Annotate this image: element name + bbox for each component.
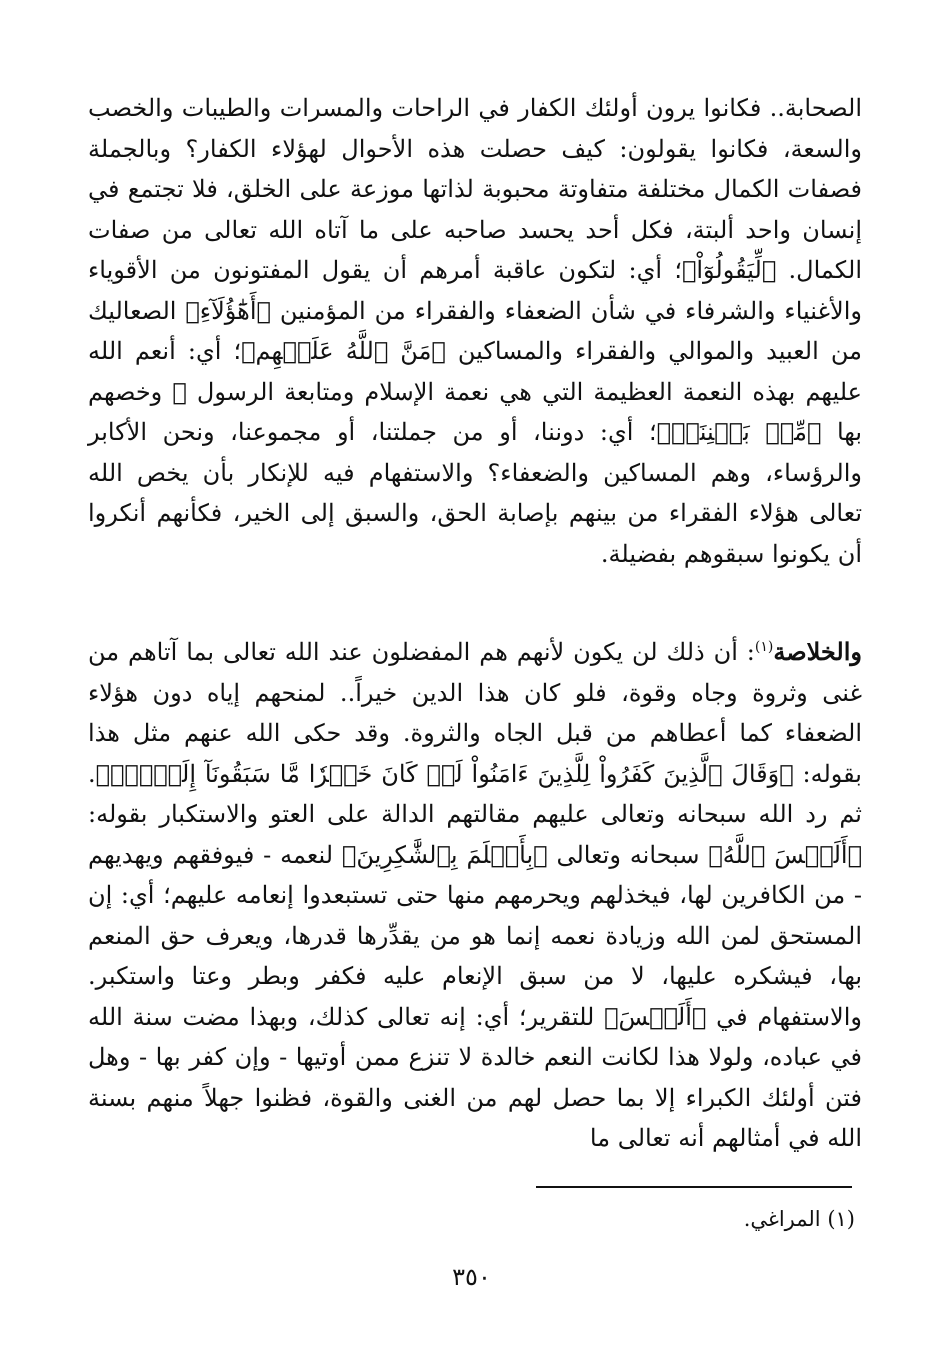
page-number: ٣٥٠ [452,1263,491,1291]
body-paragraph-1 [88,88,862,574]
footnote-reference: (١) [754,639,774,655]
paragraph-1-text: الصحابة.. فكانوا يرون أولئك الكفار في الراحات والمسرات والطيبات والخصب والسعة، فكانوا يقولون: كيف حصلت هذه الأحوال لهؤلاء الكفار؟ وبالجملة فصفات الكمال مختلفة متفاوتة محبوبة لذاتها موزعة على الخلق، فلا تجتمع في إنسان واحد ألبتة، فكل أحد يحسد صاحبه على ما آتاه الله تعالى من صفات الكمال. ﴿لِّيَقُولُوٓاْ﴾؛ أي: لتكون عاقبة أمرهم أن يقول المفتونون من الأقوياء والأغنياء والشرفاء في شأن الضعفاء والفقراء من المؤمنين ﴿أَهَٰٓؤُلَآءِ﴾ الصعاليك من العبيد والموالي والفقراء والمساكين ﴿مَنَّ ٱللَّهُ عَلَيۡهِم﴾؛ أي: أنعم الله عليهم بهذه النعمة العظيمة التي هي نعمة الإسلام ومتابعة الرسول ﷺ وخصهم بها ﴿مِّنۢ بَيۡنِنَآۗ﴾؛ أي: دوننا، أو من جملتنا، أو مجموعنا، ونحن الأكابر والرؤساء، وهم المساكين والضعفاء؟ والاستفهام فيه للإنكار بأن يخص الله تعالى هؤلاء الفقراء من بينهم بإصابة الحق، والسبق إلى الخير، فكأنهم أنكروا أن يكونوا سبقوهم بفضيلة. [88,94,863,568]
footnote-divider [536,1186,852,1188]
paragraph-2-lead: والخلاصة [773,637,862,666]
paragraph-2-text: : أن ذلك لن يكون لأنهم هم المفضلون عند الله تعالى بما آتاهم من غنى وثروة وجاه وقوة، فلو كان هذا الدين خيراً.. لمنحهم إياه دون هؤلاء الضعفاء كما أعطاهم من قبل الجاه والثروة. وقد حكى الله عنهم مثل هذا بقوله: ﴿وَقَالَ ٱلَّذِينَ كَفَرُواْ لِلَّذِينَ ءَامَنُواْ لَوۡ كَانَ خَيۡرٗا مَّا سَبَقُونَآ إِلَيۡهِۚ﴾. ثم رد الله سبحانه وتعالى عليهم مقالتهم الدالة على العتو والاستكبار بقوله: ﴿أَلَيۡسَ ٱللَّهُ﴾ سبحانه وتعالى ﴿بِأَعۡلَمَ بِٱلشَّٰكِرِينَ﴾ لنعمه - فيوفقهم ويهديهم - من الكافرين لها، فيخذلهم ويحرمهم منها حتى تستبعدوا إنعامه عليهم؛ أي: إن المستحق لمن الله وزيادة نعمه إنما هو من يقدِّرها قدرها، ويعرف حق المنعم بها، فيشكره عليها، لا من سبق الإنعام عليه فكفر وبطر وعتا واستكبر. والاستفهام في ﴿أَلَيۡسَ﴾ للتقرير؛ أي: إنه تعالى كذلك، وبهذا مضت سنة الله في عباده، ولولا هذا لكانت النعم خالدة لا تنزع ممن أوتيها - وإن كفر بها - وهل فتن أولئك الكبراء إلا بما حصل لهم من الغنى والقوة، فظنوا جهلاً منهم بسنة الله في أمثالهم أنه تعالى ما [88,638,862,1152]
body-paragraph-2 [88,632,862,1159]
footnote: (١) المراغي. [743,1207,855,1231]
